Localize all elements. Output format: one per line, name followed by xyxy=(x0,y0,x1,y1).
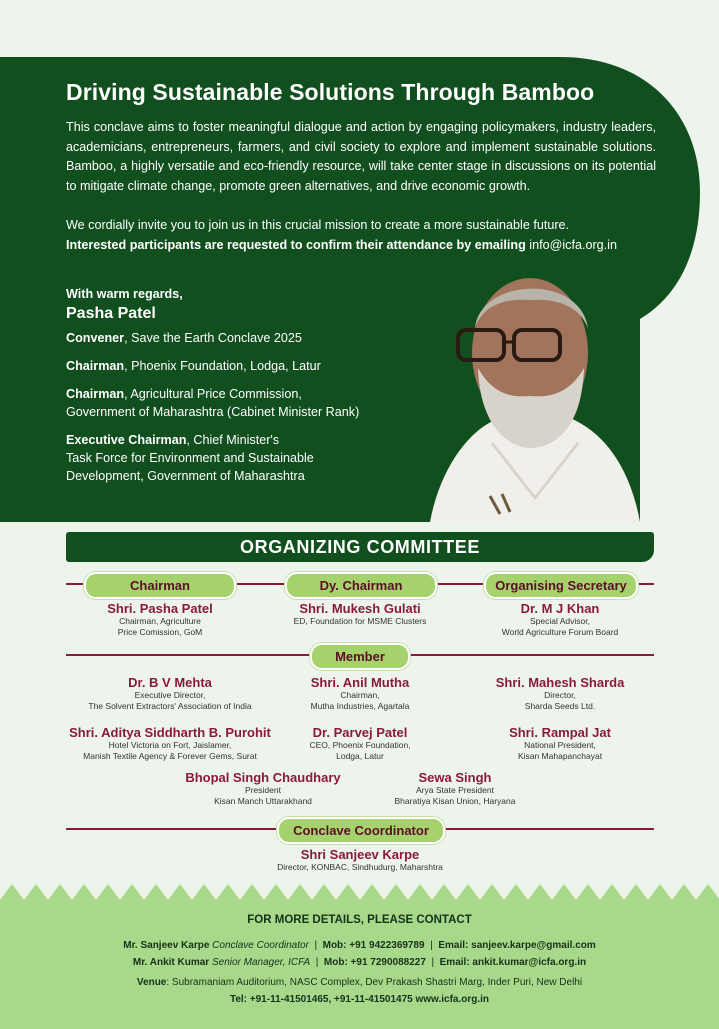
invitation-bold-text: Interested participants are requested to confirm their attendance by emailing xyxy=(66,237,526,252)
member-entry: Bhopal Singh Chaudhary President Kisan Manch Uttarakhand xyxy=(185,770,341,806)
dy-chairman-entry: Shri. Mukesh Gulati ED, Foundation for MSME Clusters xyxy=(293,601,427,626)
divider xyxy=(236,583,284,585)
divider xyxy=(437,583,483,585)
divider xyxy=(638,583,654,585)
footer-panel xyxy=(0,880,719,1029)
member-entry: Shri. Mahesh Sharda Director, Sharda Seeds Ltd. xyxy=(495,675,625,711)
divider xyxy=(408,654,654,656)
page-title: Driving Sustainable Solutions Through Bamboo xyxy=(66,79,595,105)
role-4: Executive Chairman, Chief Minister's Task Force for Environment and Sustainable Development, Government of Maharashtra xyxy=(66,433,314,483)
member-entry: Shri. Anil Mutha Chairman, Mutha Industries, Agartala xyxy=(310,675,410,711)
signatory-name: Pasha Patel xyxy=(66,305,156,322)
contact-heading: FOR MORE DETAILS, PLEASE CONTACT xyxy=(247,914,472,926)
contact-row: Mr. Ankit Kumar Senior Manager, ICFA | Mob: +91 7290088227 | Email: ankit.kumar@icfa.org.in xyxy=(132,957,587,968)
invitation-paragraph xyxy=(66,216,656,255)
divider xyxy=(66,654,310,656)
member-label: Member xyxy=(310,643,410,670)
divider xyxy=(444,828,654,830)
intro-paragraph: This conclave aims to foster meaningful dialogue and action by engaging policymakers, industry leaders, academicians, entrepreneurs, farmers, and civil society to explore and implement sustainable solutions. Bamboo, a highly versatile and eco-friendly resource, will take center stage in discussions on its potential to mitigate climate change, promote green alternatives, and drive economic growth. xyxy=(66,120,656,193)
invitation-text: We cordially invite you to join us in this crucial mission to create a more sustainable future. xyxy=(66,218,570,232)
invitation-email-link[interactable]: info@icfa.org.in xyxy=(529,237,617,252)
signature-block xyxy=(66,287,359,485)
member-entry: Dr. B V Mehta Executive Director, The Solvent Extractors' Association of India xyxy=(88,675,252,711)
email-link[interactable]: Email: ankit.kumar@icfa.org.in xyxy=(439,957,587,968)
secretary-label: Organising Secretary xyxy=(484,572,638,599)
email-link[interactable]: Email: sanjeev.karpe@gmail.com xyxy=(438,940,596,951)
footer-background xyxy=(0,880,719,1029)
member-entry: Dr. Parvej Patel CEO, Phoenix Foundation, Lodga, Latur xyxy=(309,725,411,761)
coordinator-entry: Shri Sanjeev Karpe Director, KONBAC, Sindhudurg, Maharshtra xyxy=(277,847,443,872)
secretary-entry: Dr. M J Khan Special Advisor, World Agriculture Forum Board xyxy=(501,601,619,637)
role-2: Chairman, Phoenix Foundation, Lodga, Latur xyxy=(66,359,321,373)
chairman-entry: Shri. Pasha Patel Chairman, Agriculture Price Comission, GoM xyxy=(107,601,213,637)
coordinator-label: Conclave Coordinator xyxy=(277,817,445,844)
member-entry: Sewa Singh Arya State President Bharatiya Kisan Union, Haryana xyxy=(394,770,516,806)
greeting: With warm regards, xyxy=(66,287,183,301)
role-1: Convener, Save the Earth Conclave 2025 xyxy=(66,331,302,345)
member-entry: Shri. Aditya Siddharth B. Purohit Hotel Victoria on Fort, Jaislamer, Manish Textile Agency & Forever Gems, Surat xyxy=(69,725,271,761)
dy-chairman-label: Dy. Chairman xyxy=(285,572,437,599)
chairman-label: Chairman xyxy=(84,572,236,599)
committee-heading: ORGANIZING COMMITTEE xyxy=(66,532,654,562)
venue-line: Venue: Subramaniam Auditorium, NASC Complex, Dev Prakash Shastri Marg, Inder Puri, New Delhi xyxy=(136,977,583,988)
member-entry: Shri. Rampal Jat National President, Kisan Mahapanchayat xyxy=(509,725,611,761)
contact-row: Mr. Sanjeev Karpe Conclave Coordinator | Mob: +91 9422369789 | Email: sanjeev.karpe@gmail.com xyxy=(123,940,596,951)
portrait-photo xyxy=(430,268,640,522)
telephone-line: Tel: +91-11-41501465, +91-11-41501475 www.icfa.org.in xyxy=(229,994,490,1005)
divider xyxy=(66,828,276,830)
divider xyxy=(66,583,84,585)
role-3: Chairman, Agricultural Price Commission, Government of Maharashtra (Cabinet Minister Rank) xyxy=(66,387,360,419)
